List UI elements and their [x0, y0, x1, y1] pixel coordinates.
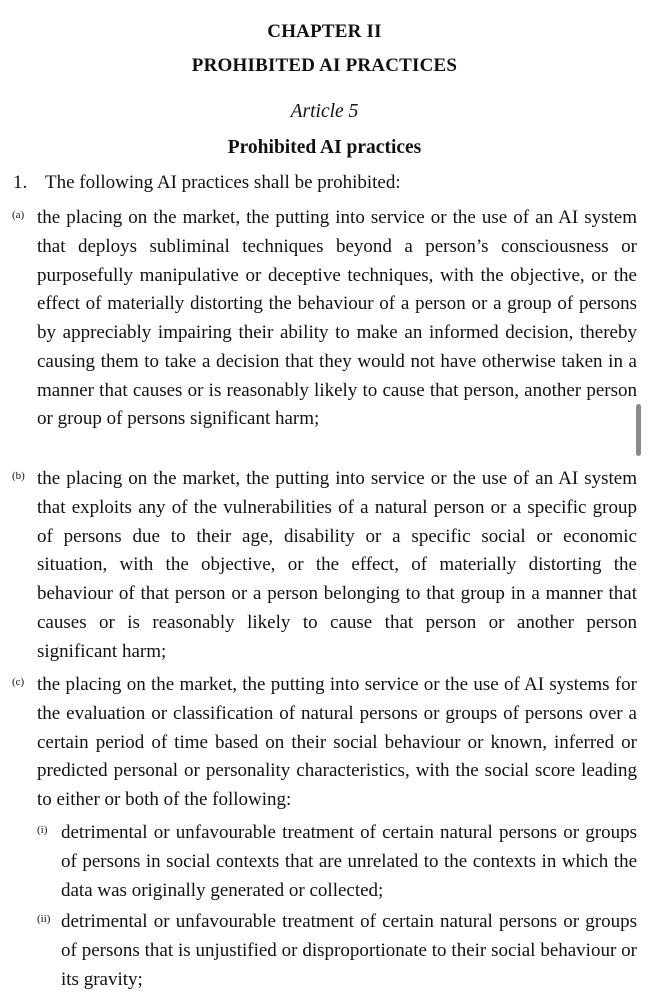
subpoint-text: detrimental or unfavourable treatment of certain natural persons or groups of persons that is unjustified or disproportionate to their social behaviour or its gravity; [61, 911, 637, 990]
paragraph-intro-text: The following AI practices shall be prohibited: [45, 172, 401, 193]
paragraph-number: 1. [13, 172, 28, 193]
paragraph-intro [13, 172, 401, 194]
subpoint-marker: (i) [37, 824, 48, 836]
point-text: the placing on the market, the putting into service or the use of AI systems for the evaluation or classification of natural persons or groups of persons over a certain period of time based on their social behaviour or known, inferred or predicted personal or personality characteristics, with the social score leading to either or both of the following: [37, 674, 637, 810]
point-marker: (b) [12, 470, 25, 482]
point-marker: (a) [12, 209, 25, 221]
point-text: the placing on the market, the putting into service or the use of an AI system that deploys subliminal techniques beyond a person’s consciousness or purposefully manipulative or deceptive techniques, with the objective, or the effect of materially distorting the behaviour of a person or a group of persons by appreciably impairing their ability to make an informed decision, thereby causing them to take a decision that they would not have otherwise taken in a manner that causes or is reasonably likely to cause that person, another person or group of persons significant harm; [37, 207, 637, 430]
scrollbar-thumb[interactable] [636, 404, 641, 456]
article-number: Article 5 [290, 101, 359, 122]
point-text: the placing on the market, the putting into service or the use of an AI system that exploits any of the vulnerabilities of a natural person or a specific group of persons due to their age, disability or a specific social or economic situation, with the objective, or the effect, of materially distorting the behaviour of that person or a person belonging to that group in a manner that causes or is reasonably likely to cause that person or another person significant harm; [37, 468, 637, 662]
chapter-number: CHAPTER II [267, 21, 382, 42]
subpoint-marker: (ii) [37, 913, 51, 925]
point-marker: (c) [12, 676, 25, 688]
subpoint-text: detrimental or unfavourable treatment of certain natural persons or groups of persons in social contexts that are unrelated to the contexts in which the data was originally generated or collected; [61, 822, 637, 901]
article-title: Prohibited AI practices [227, 137, 422, 158]
chapter-title: PROHIBITED AI PRACTICES [191, 55, 458, 76]
